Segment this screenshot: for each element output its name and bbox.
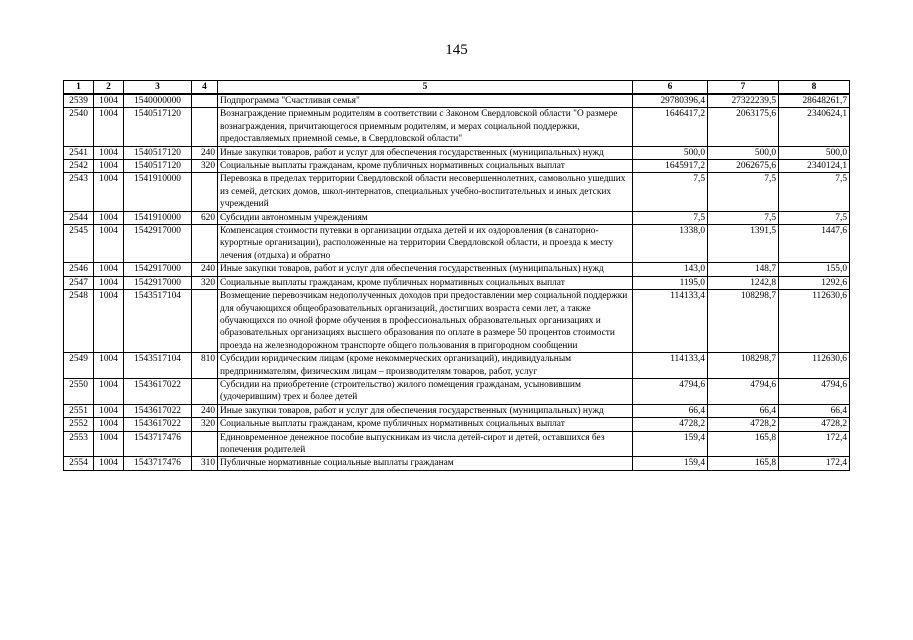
amount-col8: 155,0: [779, 263, 850, 276]
target-article-code: 1540517120: [124, 146, 192, 159]
amount-col7: 148,7: [708, 263, 779, 276]
amount-col7: 108298,7: [708, 290, 779, 353]
target-article-code: 1543517104: [124, 290, 192, 353]
section-code: 1004: [94, 160, 124, 173]
column-header: 6: [633, 81, 708, 95]
table-row: [64, 276, 850, 289]
table-row: [64, 225, 850, 263]
expense-type-code: [192, 378, 218, 404]
amount-col7: 165,8: [708, 457, 779, 470]
item-name: Подпрограмма "Счастливая семья": [218, 94, 633, 108]
amount-col6: 143,0: [633, 263, 708, 276]
amount-col8: 2340624,1: [779, 108, 850, 146]
section-code: 1004: [94, 404, 124, 417]
table-row: [64, 146, 850, 159]
expense-type-code: 240: [192, 404, 218, 417]
amount-col7: 108298,7: [708, 353, 779, 379]
section-code: 1004: [94, 276, 124, 289]
section-code: 1004: [94, 211, 124, 224]
column-header: 1: [64, 81, 94, 95]
amount-col8: 172,4: [779, 457, 850, 470]
amount-col8: 7,5: [779, 173, 850, 211]
target-article-code: 1542917000: [124, 276, 192, 289]
expense-type-code: [192, 225, 218, 263]
section-code: 1004: [94, 290, 124, 353]
amount-col8: 2340124,1: [779, 160, 850, 173]
section-code: 1004: [94, 457, 124, 470]
section-code: 1004: [94, 431, 124, 457]
target-article-code: 1541910000: [124, 211, 192, 224]
item-name: Публичные нормативные социальные выплаты гражданам: [218, 457, 633, 470]
item-name: Вознаграждение приемным родителям в соответствии с Законом Свердловской области "О размере вознаграждения, причитающегося приемным родителям, и мерах социальной поддержки, предоставляемых приемной семье, в Свердловской области": [218, 108, 633, 146]
column-header: 2: [94, 81, 124, 95]
amount-col6: 500,0: [633, 146, 708, 159]
amount-col6: 66,4: [633, 404, 708, 417]
item-name: Социальные выплаты гражданам, кроме публичных нормативных социальных выплат: [218, 276, 633, 289]
column-header: 4: [192, 81, 218, 95]
expense-type-code: [192, 173, 218, 211]
amount-col8: 66,4: [779, 404, 850, 417]
amount-col8: 1292,6: [779, 276, 850, 289]
amount-col8: 172,4: [779, 431, 850, 457]
amount-col7: 2062675,6: [708, 160, 779, 173]
item-name: Социальные выплаты гражданам, кроме публичных нормативных социальных выплат: [218, 418, 633, 431]
table-row: [64, 94, 850, 108]
amount-col8: 500,0: [779, 146, 850, 159]
row-number: 2549: [64, 353, 94, 379]
table-row: [64, 431, 850, 457]
row-number: 2543: [64, 173, 94, 211]
target-article-code: 1541910000: [124, 173, 192, 211]
target-article-code: 1540000000: [124, 94, 192, 108]
amount-col6: 159,4: [633, 457, 708, 470]
amount-col8: 7,5: [779, 211, 850, 224]
amount-col6: 4794,6: [633, 378, 708, 404]
amount-col8: 4728,2: [779, 418, 850, 431]
amount-col7: 4728,2: [708, 418, 779, 431]
table-row: [64, 404, 850, 417]
target-article-code: 1540517120: [124, 160, 192, 173]
target-article-code: 1543717476: [124, 457, 192, 470]
amount-col6: 159,4: [633, 431, 708, 457]
expense-type-code: 810: [192, 353, 218, 379]
section-code: 1004: [94, 378, 124, 404]
item-name: Компенсация стоимости путевки в организации отдыха детей и их оздоровления (в санаторно-курортные организации), расположенные на территории Свердловской области, и проезда к месту лечения (отдыха) и обратно: [218, 225, 633, 263]
amount-col7: 4794,6: [708, 378, 779, 404]
item-name: Иные закупки товаров, работ и услуг для обеспечения государственных (муниципальных) нужд: [218, 404, 633, 417]
column-header: 7: [708, 81, 779, 95]
row-number: 2545: [64, 225, 94, 263]
item-name: Субсидии на приобретение (строительство) жилого помещения гражданам, усыновившим (удочерившим) трех и более детей: [218, 378, 633, 404]
column-header: 5: [218, 81, 633, 95]
section-code: 1004: [94, 108, 124, 146]
target-article-code: 1540517120: [124, 108, 192, 146]
target-article-code: 1543617022: [124, 418, 192, 431]
amount-col8: 112630,6: [779, 353, 850, 379]
expense-type-code: 620: [192, 211, 218, 224]
expense-type-code: [192, 94, 218, 108]
amount-col7: 66,4: [708, 404, 779, 417]
table-row: [64, 378, 850, 404]
row-number: 2541: [64, 146, 94, 159]
amount-col8: 112630,6: [779, 290, 850, 353]
row-number: 2540: [64, 108, 94, 146]
target-article-code: 1543617022: [124, 404, 192, 417]
section-code: 1004: [94, 146, 124, 159]
amount-col6: 4728,2: [633, 418, 708, 431]
expense-type-code: 320: [192, 276, 218, 289]
amount-col6: 7,5: [633, 211, 708, 224]
item-name: Иные закупки товаров, работ и услуг для обеспечения государственных (муниципальных) нужд: [218, 146, 633, 159]
table-row: [64, 457, 850, 470]
target-article-code: 1542917000: [124, 225, 192, 263]
item-name: Социальные выплаты гражданам, кроме публичных нормативных социальных выплат: [218, 160, 633, 173]
column-header: 8: [779, 81, 850, 95]
budget-table: [63, 80, 850, 471]
row-number: 2552: [64, 418, 94, 431]
table-row: [64, 353, 850, 379]
row-number: 2547: [64, 276, 94, 289]
section-code: 1004: [94, 173, 124, 211]
section-code: 1004: [94, 263, 124, 276]
item-name: Субсидии автономным учреждениям: [218, 211, 633, 224]
amount-col6: 114133,4: [633, 353, 708, 379]
expense-type-code: [192, 108, 218, 146]
amount-col7: 500,0: [708, 146, 779, 159]
row-number: 2554: [64, 457, 94, 470]
expense-type-code: 320: [192, 418, 218, 431]
amount-col7: 1242,8: [708, 276, 779, 289]
section-code: 1004: [94, 225, 124, 263]
amount-col7: 1391,5: [708, 225, 779, 263]
expense-type-code: 320: [192, 160, 218, 173]
expense-type-code: 310: [192, 457, 218, 470]
table-row: [64, 263, 850, 276]
row-number: 2542: [64, 160, 94, 173]
row-number: 2544: [64, 211, 94, 224]
amount-col6: 114133,4: [633, 290, 708, 353]
section-code: 1004: [94, 94, 124, 108]
item-name: Иные закупки товаров, работ и услуг для обеспечения государственных (муниципальных) нужд: [218, 263, 633, 276]
expense-type-code: 240: [192, 263, 218, 276]
page-number: 145: [445, 42, 468, 58]
expense-type-code: [192, 431, 218, 457]
amount-col7: 2063175,6: [708, 108, 779, 146]
section-code: 1004: [94, 418, 124, 431]
expense-type-code: 240: [192, 146, 218, 159]
table-row: [64, 211, 850, 224]
amount-col7: 7,5: [708, 173, 779, 211]
expense-type-code: [192, 290, 218, 353]
item-name: Возмещение перевозчикам недополученных доходов при предоставлении мер социальной поддержки для обучающихся общеобразовательных организаций, достигших возраста семи лет, а также обучающихся по очной форме обучения в профессиональных образовательных организациях и образовательных организациях высшего образования по оплате в размере 50 процентов стоимости проезда на железнодорожном транспорте общего пользования в пригородном сообщении: [218, 290, 633, 353]
row-number: 2551: [64, 404, 94, 417]
amount-col7: 7,5: [708, 211, 779, 224]
amount-col6: 1645917,2: [633, 160, 708, 173]
table-row: [64, 290, 850, 353]
item-name: Единовременное денежное пособие выпускникам из числа детей-сирот и детей, оставшихся без попечения родителей: [218, 431, 633, 457]
item-name: Перевозка в пределах территории Свердловской области несовершеннолетних, самовольно ушедших из семей, детских домов, школ-интернатов, специальных учебно-воспитательных и иных детских учреждений: [218, 173, 633, 211]
row-number: 2548: [64, 290, 94, 353]
amount-col8: 28648261,7: [779, 94, 850, 108]
row-number: 2553: [64, 431, 94, 457]
target-article-code: 1542917000: [124, 263, 192, 276]
table-row: [64, 173, 850, 211]
amount-col6: 29780396,4: [633, 94, 708, 108]
table-row: [64, 108, 850, 146]
target-article-code: 1543717476: [124, 431, 192, 457]
target-article-code: 1543517104: [124, 353, 192, 379]
amount-col7: 27322239,5: [708, 94, 779, 108]
amount-col6: 7,5: [633, 173, 708, 211]
amount-col6: 1195,0: [633, 276, 708, 289]
row-number: 2539: [64, 94, 94, 108]
amount-col6: 1646417,2: [633, 108, 708, 146]
section-code: 1004: [94, 353, 124, 379]
column-header: 3: [124, 81, 192, 95]
row-number: 2546: [64, 263, 94, 276]
item-name: Субсидии юридическим лицам (кроме некоммерческих организаций), индивидуальным предпринимателям, физическим лицам – производителям товаров, работ, услуг: [218, 353, 633, 379]
target-article-code: 1543617022: [124, 378, 192, 404]
amount-col6: 1338,0: [633, 225, 708, 263]
table-row: [64, 418, 850, 431]
amount-col7: 165,8: [708, 431, 779, 457]
table-header-row: [64, 81, 850, 95]
amount-col8: 1447,6: [779, 225, 850, 263]
row-number: 2550: [64, 378, 94, 404]
amount-col8: 4794,6: [779, 378, 850, 404]
table-row: [64, 160, 850, 173]
